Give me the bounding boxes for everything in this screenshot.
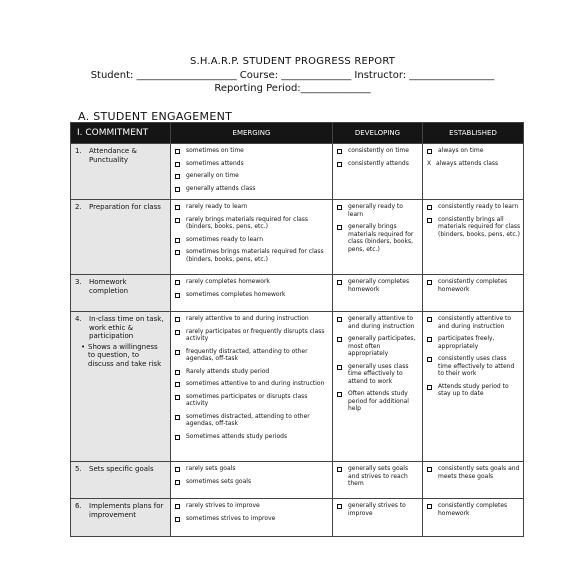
header-established: ESTABLISHED	[423, 123, 524, 144]
criterion-label	[75, 203, 166, 212]
checklist-item	[175, 291, 330, 299]
checklist-item	[427, 465, 521, 480]
checklist-item	[175, 315, 330, 323]
checkbox-icon[interactable]	[175, 467, 180, 472]
developing-cell	[333, 275, 423, 312]
checklist-item-text: generally strives to improve	[348, 502, 406, 517]
criterion-number: 3.	[75, 278, 82, 286]
table-row	[71, 200, 524, 275]
criterion-text: Sets specific goals	[89, 465, 154, 473]
checklist-item	[175, 478, 330, 486]
checkbox-icon[interactable]	[337, 504, 342, 509]
checkbox-icon[interactable]	[337, 162, 342, 167]
checklist-item-text: Attends study period to stay up to date	[438, 382, 509, 397]
checkbox-icon[interactable]	[175, 435, 180, 440]
checklist-item-text: generally ready to learn	[348, 203, 403, 218]
checklist-item	[175, 368, 330, 376]
checkbox-icon[interactable]	[427, 205, 432, 210]
checklist-item-text: consistently brings all materials required for class (binders, books, pens, etc.)	[438, 215, 521, 238]
checkbox-icon[interactable]	[175, 330, 180, 335]
checklist-item-text: Often attends study period for additional help	[348, 390, 409, 412]
checklist-item-text: sometimes attentive to and during instruction	[186, 380, 325, 387]
emerging-cell	[171, 312, 333, 462]
emerging-cell	[171, 144, 333, 200]
checklist-item	[337, 160, 420, 168]
established-cell	[423, 200, 524, 275]
checkbox-icon[interactable]	[337, 365, 342, 370]
criterion-cell	[71, 312, 171, 462]
criterion-subpoint-text: Shows a willingness to question, to discuss and take risk	[88, 342, 162, 368]
checkbox-icon[interactable]	[427, 317, 432, 322]
report-title: S.H.A.R.P. STUDENT PROGRESS REPORT	[189, 56, 396, 67]
checkbox-icon[interactable]	[337, 225, 342, 230]
table-row	[71, 275, 524, 312]
checkbox-icon[interactable]	[427, 280, 432, 285]
checklist-item	[337, 147, 420, 155]
checkbox-icon[interactable]	[175, 317, 180, 322]
criterion-text: Homework completion	[89, 278, 129, 295]
checkbox-icon[interactable]	[175, 280, 180, 285]
checklist-item	[175, 160, 330, 168]
checkbox-icon[interactable]	[427, 218, 432, 223]
checkbox-icon[interactable]	[427, 504, 432, 509]
checklist-item-text: sometimes completes homework	[186, 290, 286, 298]
checkbox-icon[interactable]	[427, 357, 432, 362]
criterion-number: 5.	[75, 465, 82, 473]
checklist-item-text: generally uses class time effectively to attend to work	[348, 362, 409, 385]
checklist-item-text: consistently attends	[348, 159, 409, 167]
checklist-item-text: generally brings materials required for class (binders, books, pens, etc.)	[348, 223, 414, 253]
checkbox-icon[interactable]	[175, 250, 180, 255]
header-commitment: I. COMMITMENT	[71, 123, 171, 144]
checklist-item	[175, 348, 330, 363]
checklist-item	[175, 236, 330, 244]
checklist-item	[175, 328, 330, 343]
checklist-item	[175, 278, 330, 286]
checklist-item-text: generally attentive to and during instruction	[348, 315, 415, 330]
checklist-item-text: sometimes strives to improve	[186, 514, 276, 522]
criterion-number: 2.	[75, 203, 82, 211]
emerging-cell	[171, 462, 333, 499]
developing-cell	[333, 312, 423, 462]
checkbox-icon[interactable]	[427, 337, 432, 342]
checklist-item-text: rarely sets goals	[186, 465, 236, 472]
criterion-label	[75, 465, 166, 474]
checklist-item	[175, 380, 330, 388]
checklist-item	[175, 216, 330, 231]
criterion-label	[75, 315, 166, 341]
bullet-icon: •	[81, 342, 86, 351]
criterion-number: 6.	[75, 502, 82, 510]
criterion-text: Attendance & Punctuality	[89, 147, 137, 164]
checklist-item	[175, 147, 330, 155]
checklist-item	[175, 465, 330, 473]
developing-cell	[333, 144, 423, 200]
criterion-cell	[71, 144, 171, 200]
checklist-item-text: consistently uses class time effectively to attend to their work	[438, 355, 515, 377]
checkbox-icon[interactable]	[175, 293, 180, 298]
criterion-cell	[71, 200, 171, 275]
commitment-table	[70, 122, 524, 537]
established-cell	[423, 312, 524, 462]
checklist-item	[427, 355, 521, 378]
checkbox-icon[interactable]	[175, 218, 180, 223]
checkbox-icon[interactable]	[427, 385, 432, 390]
checkbox-icon[interactable]	[175, 395, 180, 400]
checklist-item	[427, 160, 521, 168]
checkbox-icon[interactable]	[175, 350, 180, 355]
checkbox-icon[interactable]	[175, 238, 180, 243]
criterion-label	[75, 278, 166, 295]
criterion-text: Preparation for class	[89, 203, 161, 211]
table-row	[71, 462, 524, 499]
checklist-item-text: generally on time	[186, 172, 239, 179]
checklist-item-text: consistently completes homework	[438, 502, 508, 517]
checklist-item-text: rarely brings materials required for class (binders, books, pens, etc.)	[186, 215, 309, 230]
checklist-item-text: sometimes distracted, attending to other agendas, off-task	[186, 412, 310, 427]
checklist-item-text: generally attends class	[186, 184, 256, 192]
checklist-item-text: rarely ready to learn	[186, 203, 248, 210]
checklist-item-text: sometimes participates or disrupts class activity	[186, 392, 308, 407]
checklist-item	[337, 390, 420, 413]
checkbox-icon[interactable]	[175, 480, 180, 485]
checklist-item-text: Sometimes attends study periods	[186, 432, 288, 440]
reporting-period-line: Reporting Period:______________	[214, 83, 371, 94]
checkbox-icon[interactable]	[427, 467, 432, 472]
criterion-text: Implements plans for improvement	[89, 502, 164, 519]
checklist-item-text: consistently completes homework	[438, 278, 508, 293]
checklist-item	[337, 203, 420, 218]
checklist-item-text: generally sets goals and strives to reach them	[348, 465, 409, 487]
checklist-item	[337, 502, 420, 517]
checkbox-icon[interactable]	[175, 370, 180, 375]
criterion-number: 1.	[75, 147, 82, 155]
emerging-cell	[171, 275, 333, 312]
checklist-item	[175, 502, 330, 510]
header-emerging: EMERGING	[171, 123, 333, 144]
criterion-label	[75, 147, 166, 164]
checklist-item-text: sometimes on time	[186, 147, 244, 154]
checkbox-icon[interactable]	[337, 337, 342, 342]
checkbox-icon[interactable]	[175, 187, 180, 192]
checkbox-icon[interactable]	[175, 382, 180, 387]
checkbox-icon[interactable]	[337, 467, 342, 472]
developing-cell	[333, 499, 423, 537]
checklist-item-text: generally completes homework	[348, 278, 410, 293]
criterion-cell	[71, 275, 171, 312]
criterion-number: 4.	[75, 315, 82, 323]
checklist-item-text: consistently sets goals and meets these goals	[438, 465, 520, 480]
checklist-item-text: consistently on time	[348, 147, 409, 154]
emerging-cell	[171, 499, 333, 537]
checklist-item	[427, 383, 521, 398]
checklist-item-text: consistently attentive to and during instruction	[438, 315, 512, 330]
table-header-row	[71, 123, 524, 144]
developing-cell	[333, 200, 423, 275]
checklist-item	[427, 203, 521, 211]
checklist-item-text: sometimes brings materials required for class (binders, books, pens, etc.)	[186, 248, 324, 263]
checklist-item	[175, 393, 330, 408]
checkbox-icon[interactable]	[175, 517, 180, 522]
checklist-item	[337, 278, 420, 293]
criterion-cell	[71, 499, 171, 537]
checklist-item-text: Rarely attends study period	[186, 367, 270, 375]
checklist-item	[175, 185, 330, 193]
checklist-item	[427, 216, 521, 239]
checklist-item-text: always on time	[438, 147, 484, 154]
table-row	[71, 499, 524, 537]
table-body	[71, 144, 524, 537]
criterion-label	[75, 502, 166, 519]
checklist-item	[175, 172, 330, 180]
checklist-item	[427, 315, 521, 330]
checklist-item	[427, 147, 521, 155]
table-row	[71, 312, 524, 462]
checklist-item	[337, 335, 420, 358]
x-mark-icon: X	[427, 159, 432, 167]
checklist-item	[175, 433, 330, 441]
header-developing: DEVELOPING	[333, 123, 423, 144]
checklist-item	[427, 502, 521, 517]
checkbox-icon[interactable]	[337, 280, 342, 285]
checklist-item-text: sometimes attends	[186, 159, 244, 167]
checklist-item-text: sometimes ready to learn	[186, 235, 264, 243]
checklist-item-text: rarely attentive to and during instruction	[186, 315, 309, 322]
checklist-item	[337, 223, 420, 253]
criterion-text: In-class time on task, work ethic & participation	[89, 315, 164, 340]
checklist-item-text: sometimes sets goals	[186, 477, 252, 485]
checkbox-icon[interactable]	[175, 504, 180, 509]
table-row	[71, 144, 524, 200]
checkbox-icon[interactable]	[175, 415, 180, 420]
checklist-item	[337, 465, 420, 488]
section-title: A. STUDENT ENGAGEMENT	[78, 110, 233, 123]
student-course-instructor-line: Student: ____________________ Course: ______________ Instructor: _________________	[90, 70, 495, 81]
checklist-item	[337, 315, 420, 330]
checkbox-icon[interactable]	[337, 149, 342, 154]
checklist-item	[175, 248, 330, 263]
checkbox-icon[interactable]	[337, 317, 342, 322]
checkbox-icon[interactable]	[175, 174, 180, 179]
checklist-item	[175, 515, 330, 523]
checkbox-icon[interactable]	[427, 149, 432, 154]
checkbox-icon[interactable]	[175, 205, 180, 210]
established-cell	[423, 499, 524, 537]
checklist-item	[175, 413, 330, 428]
established-cell	[423, 275, 524, 312]
developing-cell	[333, 462, 423, 499]
criterion-cell	[71, 462, 171, 499]
checklist-item	[427, 278, 521, 293]
checkbox-icon[interactable]	[337, 205, 342, 210]
established-cell	[423, 144, 524, 200]
checklist-item-text: participates freely, appropriately	[438, 335, 495, 350]
checklist-item-text: always attends class	[436, 159, 499, 167]
checkbox-icon[interactable]	[337, 392, 342, 397]
checklist-item-text: generally participates, most often appropriately	[348, 335, 416, 357]
checklist-item-text: consistently ready to learn	[438, 203, 519, 210]
checklist-item-text: rarely participates or frequently disrupts class activity	[186, 327, 325, 342]
checklist-item	[427, 335, 521, 350]
established-cell	[423, 462, 524, 499]
checklist-item	[175, 203, 330, 211]
emerging-cell	[171, 200, 333, 275]
checkbox-icon[interactable]	[175, 162, 180, 167]
checklist-item	[337, 363, 420, 386]
criterion-subpoint	[75, 343, 166, 369]
checklist-item-text: rarely strives to improve	[186, 502, 260, 509]
checkbox-icon[interactable]	[175, 149, 180, 154]
checklist-item-text: frequently distracted, attending to other agendas, off-task	[186, 347, 308, 362]
checklist-item-text: rarely completes homework	[186, 278, 270, 285]
